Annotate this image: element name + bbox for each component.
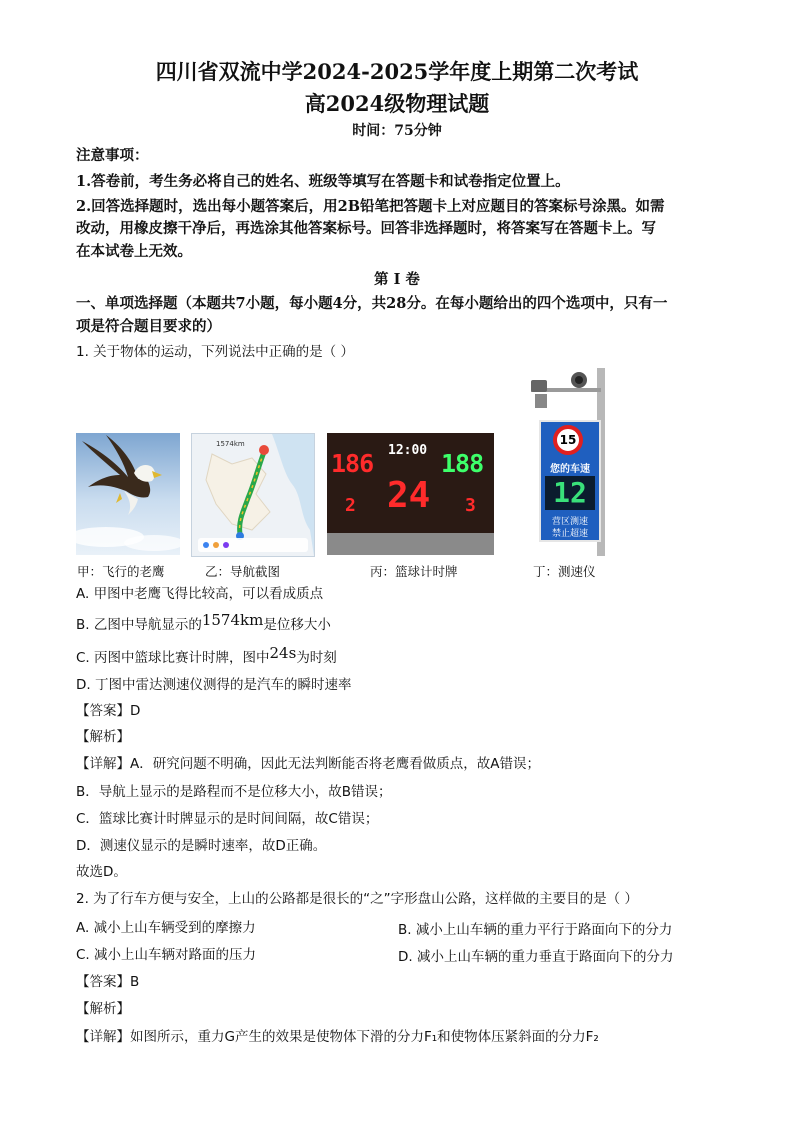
exam-time: 时间：75分钟 bbox=[352, 123, 442, 139]
subject-title: 高2024级物理试题 bbox=[304, 91, 490, 116]
section-heading-line-1: 一、单项选择题（本题共7小题，每小题4分，共28分。在每小题给出的四个选项中，只有一 bbox=[76, 295, 668, 312]
map-route-icon bbox=[192, 434, 314, 556]
q1-detail-4: D．测速仪显示的是瞬时速率，故D正确。 bbox=[76, 838, 327, 854]
q1-option-b bbox=[76, 611, 726, 635]
speed-value: 12 bbox=[553, 476, 587, 509]
q1-answer: 【答案】D bbox=[76, 703, 141, 719]
q2-answer: 【答案】B bbox=[76, 974, 140, 990]
q1-option-c-suffix: 为时刻 bbox=[296, 650, 337, 666]
navigation-map-figure bbox=[191, 433, 315, 557]
score-left: 186 bbox=[331, 449, 374, 478]
caption-radar: 丁：测速仪 bbox=[533, 564, 596, 579]
q1-option-a: A. 甲图中老鹰飞得比较高，可以看成质点 bbox=[76, 586, 324, 602]
limit-value: 15 bbox=[559, 433, 577, 447]
q1-detail-3: C．篮球比赛计时牌显示的是时间间隔，故C错误； bbox=[76, 811, 379, 827]
eagle-icon bbox=[76, 433, 180, 555]
school-title: 四川省双流中学2024-2025学年度上期第二次考试 bbox=[155, 59, 639, 84]
q2-option-b: B. 减小上山车辆的重力平行于路面向下的分力 bbox=[398, 922, 673, 938]
sign-title: 您的车速 bbox=[550, 464, 590, 475]
eagle-figure bbox=[76, 433, 180, 555]
q2-option-c: C. 减小上山车辆对路面的压力 bbox=[76, 947, 257, 963]
q1-option-b-prefix: B. 乙图中导航显示的 bbox=[76, 617, 202, 633]
speed-radar-figure bbox=[525, 368, 610, 556]
q2-detail: 【详解】如图所示，重力G产生的效果是使物体下滑的分力F₁和使物体压紧斜面的分力F₂ bbox=[76, 1029, 599, 1045]
score-right: 188 bbox=[441, 449, 484, 478]
q1-stem: 1. 关于物体的运动，下列说法中正确的是（ ） bbox=[76, 344, 354, 360]
clock-time: 12:00 bbox=[388, 443, 428, 458]
speed-sign-panel bbox=[539, 420, 601, 542]
q2-option-d: D. 减小上山车辆的重力垂直于路面向下的分力 bbox=[398, 949, 674, 965]
q1-option-c-prefix: C. 丙图中篮球比赛计时牌，图中 bbox=[76, 650, 270, 666]
map-distance-label: 1574km bbox=[216, 440, 245, 448]
period-right: 3 bbox=[465, 495, 476, 516]
q1-conclusion: 故选D。 bbox=[76, 864, 127, 880]
q1-option-c bbox=[76, 644, 726, 668]
note-1: 1.答卷前，考生务必将自己的姓名、班级等填写在答题卡和试卷指定位置上。 bbox=[76, 173, 570, 190]
sign-footer-1: 营区测速 bbox=[551, 517, 588, 527]
caption-map: 乙：导航截图 bbox=[205, 564, 281, 579]
section-heading-line-2: 项是符合题目要求的） bbox=[76, 318, 221, 335]
period-left: 2 bbox=[345, 495, 356, 516]
speed-reading bbox=[545, 476, 595, 510]
sign-footer-2: 禁止超速 bbox=[551, 529, 588, 539]
q2-option-a: A. 减小上山车辆受到的摩擦力 bbox=[76, 920, 256, 936]
note-2-line-3: 在本试卷上无效。 bbox=[76, 243, 192, 260]
q2-stem: 2. 为了行车方便与安全，上山的公路都是很长的“之”字形盘山公路，这样做的主要目的是（ ） bbox=[76, 891, 638, 907]
q1-option-c-value: 24s bbox=[269, 644, 297, 662]
scoreboard-figure bbox=[327, 433, 494, 555]
q1-analysis: 【解析】 bbox=[76, 729, 130, 745]
notes-heading: 注意事项： bbox=[76, 147, 149, 164]
q1-option-b-value: 1574km bbox=[201, 611, 264, 629]
shot-clock: 24 bbox=[387, 475, 431, 516]
q1-option-d: D. 丁图中雷达测速仪测得的是汽车的瞬时速率 bbox=[76, 677, 352, 693]
limit-circle bbox=[553, 425, 583, 455]
q2-analysis: 【解析】 bbox=[76, 1001, 130, 1017]
note-2-line-2: 改动，用橡皮擦干净后，再选涂其他答案标号。回答非选择题时，将答案写在答题卡上。写 bbox=[76, 220, 656, 237]
q1-detail-1: 【详解】A．研究问题不明确，因此无法判断能否将老鹰看做质点，故A错误； bbox=[76, 756, 540, 772]
caption-scoreboard: 丙：篮球计时牌 bbox=[370, 564, 458, 579]
volume-heading: 第 I 卷 bbox=[374, 271, 420, 288]
note-2-line-1: 2.回答选择题时，选出每小题答案后，用2B铅笔把答题卡上对应题目的答案标号涂黑。如需 bbox=[76, 198, 665, 215]
caption-eagle: 甲：飞行的老鹰 bbox=[77, 564, 165, 579]
q1-detail-2: B．导航上显示的是路程而不是位移大小，故B错误； bbox=[76, 784, 392, 800]
q1-option-b-suffix: 是位移大小 bbox=[263, 617, 331, 633]
